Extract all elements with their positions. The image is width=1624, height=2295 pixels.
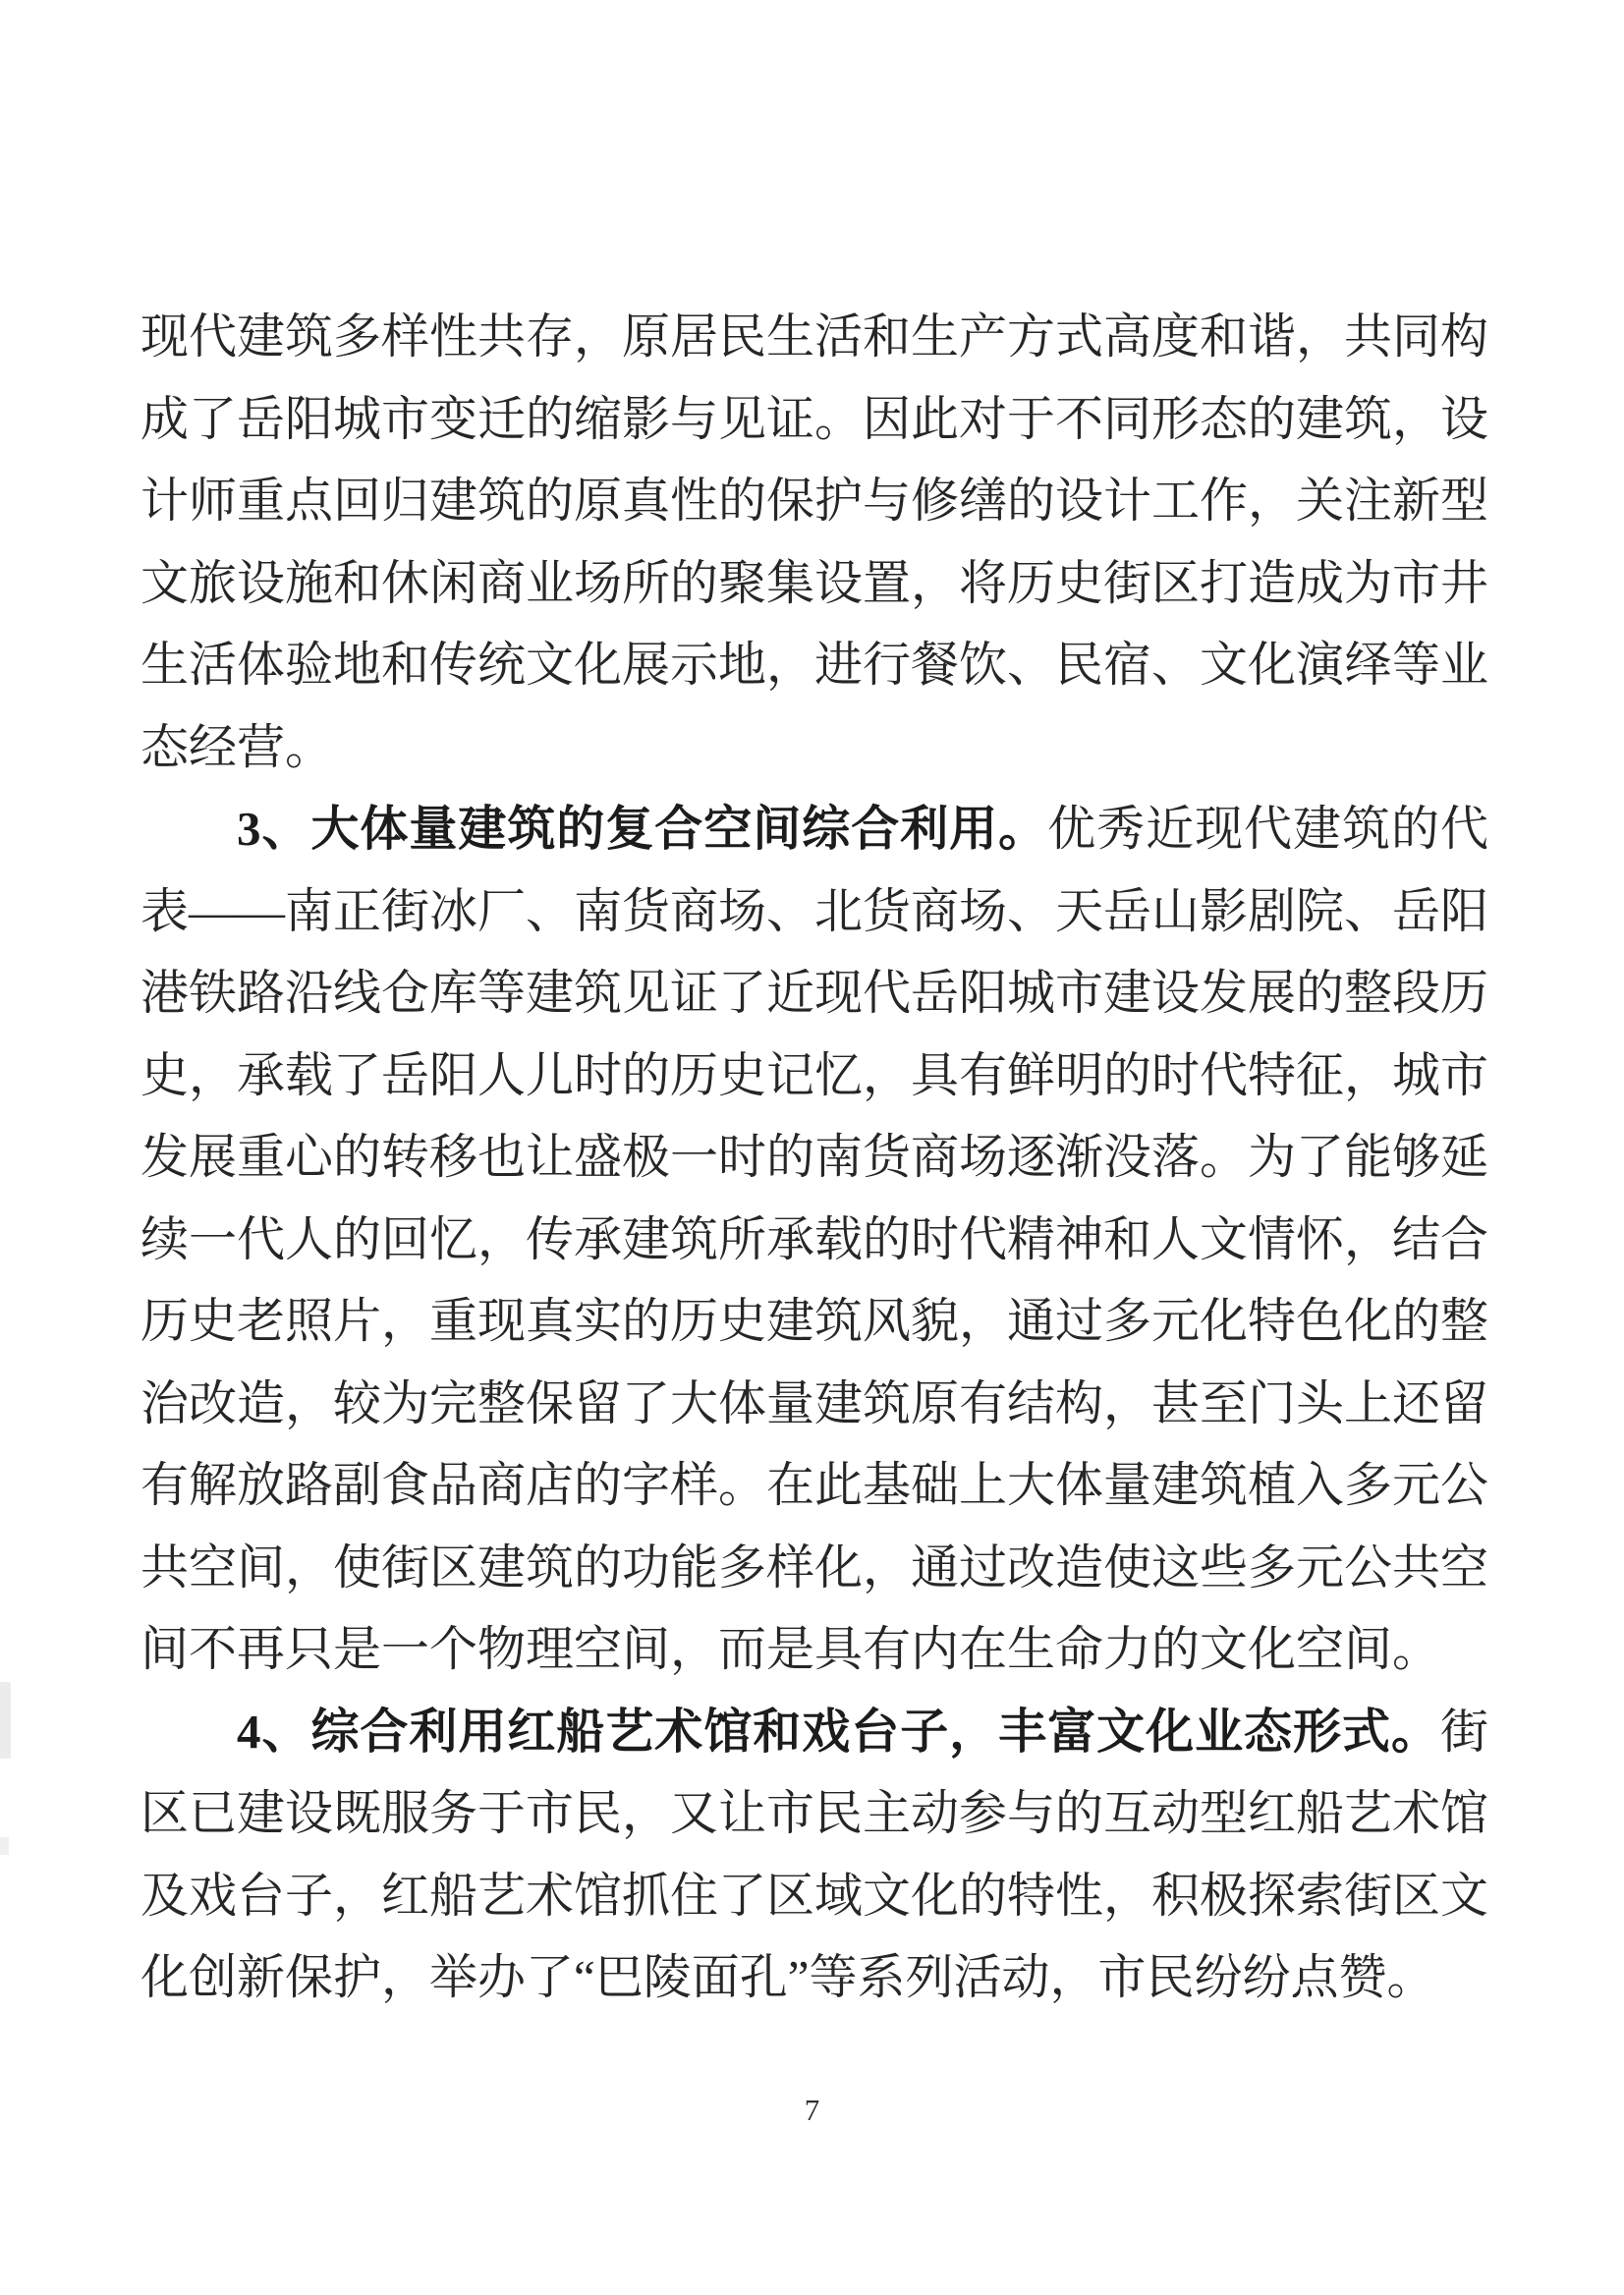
paragraph-body: 现代建筑多样性共存，原居民生活和生产方式高度和谐，共同构成了岳阳城市变迁的缩影与见证。因此对于不同形态的建筑，设计师重点回归建筑的原真性的保护与修缮的设计工作，关注新型文旅设施和休闲商业场所的聚集设置，将历史街区打造成为市井生活体验地和传统文化展示地，进行餐饮、民宿、文化演绎等业态经营。 — [140, 309, 1489, 774]
paragraph-body: 优秀近现代建筑的代表——南正街冰厂、南货商场、北货商场、天岳山影剧院、岳阳港铁路沿线仓库等建筑见证了近现代岳阳城市建设发展的整段历史，承载了岳阳人儿时的历史记忆，具有鲜明的时代特征，城市发展重心的转移也让盛极一时的南货商场逐渐没落。为了能够延续一代人的回忆，传承建筑所承载的时代精神和人文情怀，结合历史老照片，重现真实的历史建筑风貌，通过多元化特色化的整治改造，较为完整保留了大体量建筑原有结构，甚至门头上还留有解放路副食品商店的字样。在此基础上大体量建筑植入多元公共空间，使街区建筑的功能多样化，通过改造使这些多元公共空间不再只是一个物理空间，而是具有内在生命力的文化空间。 — [140, 802, 1489, 1676]
paragraph-section-4 — [140, 1691, 1488, 2019]
paragraph-body: 街区已建设既服务于市民，又让市民主动参与的互动型红船艺术馆及戏台子，红船艺术馆抓住了区域文化的特性，积极探索街区文化创新保护，举办了“巴陵面孔”等系列活动，市民纷纷点赞。 — [140, 1704, 1489, 2004]
page-number: 7 — [804, 2093, 820, 2127]
scan-artifact — [0, 1837, 9, 1855]
text-block — [140, 296, 1488, 2019]
section-4-heading: 4、综合利用红船艺术馆和戏台子，丰富文化业态形式。 — [237, 1704, 1440, 1759]
paragraph-section-3 — [140, 788, 1488, 1691]
section-3-heading: 3、大体量建筑的复合空间综合利用。 — [237, 802, 1048, 856]
paragraph-continuation — [140, 296, 1488, 788]
scan-artifact — [0, 1682, 11, 1759]
